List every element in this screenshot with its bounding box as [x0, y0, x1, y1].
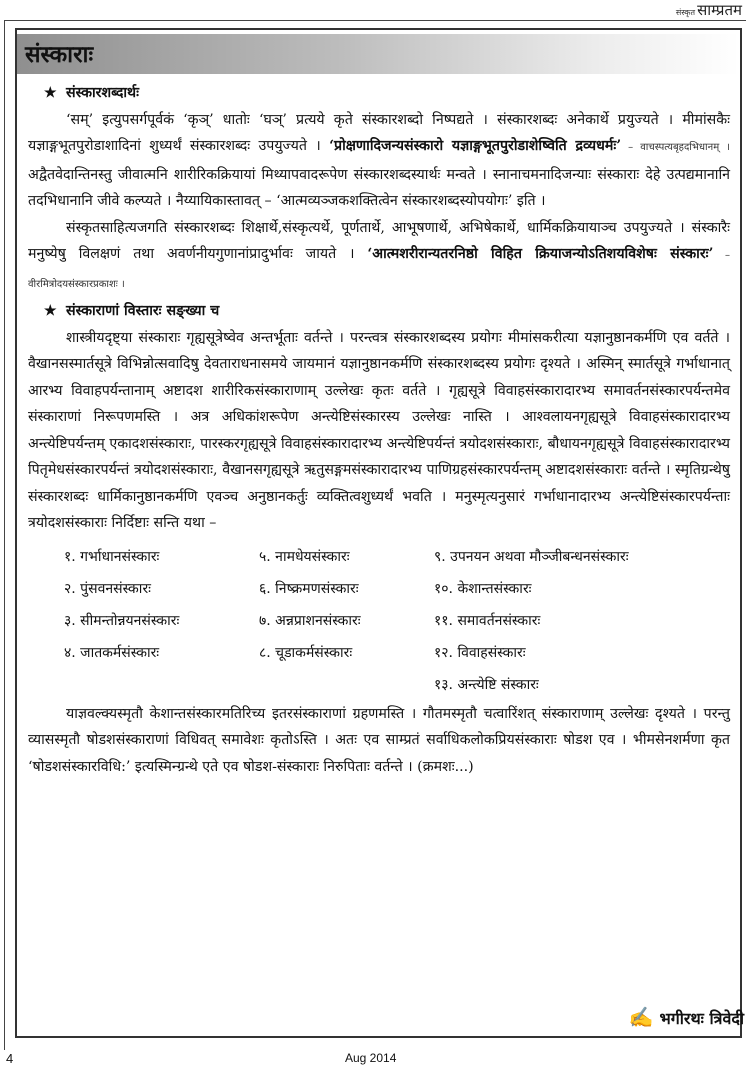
list-item: ९. उपनयन अथवा मौञ्जीबन्धनसंस्कारः	[434, 548, 629, 565]
list-item: ६. निष्क्रमणसंस्कारः	[259, 580, 359, 597]
masthead	[676, 0, 742, 20]
section-heading	[28, 298, 730, 325]
list-item	[64, 673, 259, 697]
list-item: ५. नामधेयसंस्कारः	[259, 548, 350, 565]
masthead-title: साम्प्रतम	[697, 1, 742, 19]
list-item: ४. जातकर्मसंस्कारः	[64, 644, 160, 661]
list-item: १३. अन्त्येष्टि संस्कारः	[434, 676, 539, 693]
list-item: ८. चूडाकर्मसंस्कारः	[259, 644, 353, 661]
quote-bold: ‘प्रोक्षणादिजन्यसंस्कारो यज्ञाङ्गभूतपुरोडाशेष्विति द्रव्यधर्मः’	[329, 138, 622, 154]
list-item: ११. समावर्तनसंस्कारः	[434, 612, 541, 629]
author-name: भगीरथः त्रिवेदी	[659, 1009, 744, 1028]
title-bar	[17, 34, 739, 74]
list-item	[259, 673, 434, 697]
citation: – वीरमित्रोदयसंस्कारप्रकाशः ।	[28, 250, 730, 290]
paragraph-text: संस्कृतसाहित्यजगति संस्कारशब्दः शिक्षार्थे,संस्कृत्यर्थे, पूर्णतार्थे, आभूषणार्थे, अभिषेकार्थे, धार्मिकक्रियायाञ्च उपयुज्यते । संस्कारैः मनुष्येषु विलक्षणं तथा अवर्णनीयगुणानांप्रादुर्भावः जायते ।	[28, 219, 730, 262]
sanskara-list	[64, 545, 730, 697]
quote-bold: ‘आत्मशरीरान्यतरनिष्ठो विहित क्रियाजन्योऽतिशयविशेषः संस्कारः’	[367, 246, 714, 262]
list-item: १०. केशान्तसंस्कारः	[434, 580, 532, 597]
signature	[629, 1005, 744, 1029]
paragraph-text: शास्त्रीयदृष्ट्या संस्काराः गृह्यसूत्रेष्वेव अन्तर्भूताः वर्तन्ते । परन्त्वत्र संस्कारशब्दस्य प्रयोगः मीमांसकरीत्या यज्ञानुष्ठानकर्मणि एव वर्तते । वैखानसस्मार्तसूत्रे विभिन्नोत्सवादिषु देवताराधनासमये जायमानं यज्ञानुष्ठानकर्मणि संस्कारशब्दस्य प्रयोगः दृश्यते । अस्मिन् स्मार्तसूत्रे गर्भाधानात् आरभ्य विवाहपर्यन्तानाम् अष्टादश शारीरिकसंस्काराणाम् उल्लेखः कृतः वर्तते । गृह्यसूत्रे विवाहसंस्कारादारभ्य समावर्तनसंस्कारपर्यन्तमेव संस्काराणां निरूपणमस्ति । अत्र अधिकांशरूपेण अन्त्येष्टिसंस्कारस्य उल्लेखः नास्ति । आश्वलायनगृह्यसूत्रे विवाहसंस्कारादारभ्य अन्त्येष्टिपर्यन्तम् एकादशसंस्काराः, पारस्करगृह्यसूत्रे विवाहसंस्कारादारभ्य अन्त्येष्टिपर्यन्तं त्रयोदशसंस्काराः, बौधायनगृह्यसूत्रे विवाहसंस्कारादारभ्य पितृमेधसंस्कारपर्यन्तं त्रयोदशसंस्काराः, वैखानसगृह्यसूत्रे ऋतुसङ्गमसंस्कारादारभ्य पाणिग्रहसंस्कारपर्यन्तम् अष्टादशसंस्काराः वर्तन्ते । स्मृतिग्रन्थेषु संस्कारशब्दः धार्मिकानुष्ठानकर्मणि एवञ्च अनुष्ठानकर्तुः व्यक्तित्वशुध्यर्थं भवति । मनुस्मृत्यनुसारं गर्भाधानादारभ्य अन्त्येष्टिसंस्कारपर्यन्ताः त्रयोदशसंस्काराः निर्दिष्टाः सन्ति यथा –	[28, 329, 730, 531]
list-item: १२. विवाहसंस्कारः	[434, 644, 526, 661]
pen-icon: ✍	[628, 1005, 654, 1029]
star-icon: ★	[44, 85, 57, 101]
section-heading	[28, 80, 730, 107]
star-icon: ★	[44, 303, 57, 319]
page-number: 4	[6, 1051, 14, 1066]
list-item: १. गर्भाधानसंस्कारः	[64, 548, 160, 565]
citation: – वाचस्पत्यबृहदभिधानम् ।	[621, 142, 730, 153]
paragraph	[28, 215, 730, 299]
paragraph-text: ‘सम्’ इत्युपसर्गपूर्वकं ‘कृञ्’ धातोः ‘घञ्’ प्रत्यये कृते संस्कारशब्दो निष्पद्यते । संस्कारशब्दः अनेकार्थे प्रयुज्यते । मीमांसकैः यज्ञाङ्गभूतपुरोडाशादिनां शुध्यर्थं संस्कारशब्दः उपयुज्यते ।	[28, 111, 730, 154]
closing-paragraph: याज्ञवल्क्यस्मृतौ केशान्तसंस्कारमतिरिच्य इतरसंस्काराणां ग्रहणमस्ति । गौतमस्मृतौ चत्वारिंशत् संस्काराणाम् उल्लेखः दृश्यते । परन्तु व्यासस्मृतौ षोडशसंस्काराणां विधिवत् समावेशः कृतोऽस्ति । अतः एव साम्प्रतं सर्वाधिकलोकप्रियसंस्काराः षोडश एव । भीमसेनशर्मणा कृत ‘षोडशसंस्कारविधि:’ इत्यस्मिन्ग्रन्थे एते एव षोडश-संस्काराः निरुपिताः वर्तन्ते । (क्रमशः...)	[28, 705, 730, 775]
masthead-small: संस्कृत	[675, 8, 696, 17]
paragraph	[28, 107, 730, 215]
list-item: २. पुंसवनसंस्कारः	[64, 580, 151, 597]
article-title: संस्काराः	[25, 41, 94, 68]
section-heading-text: संस्काराणां विस्तारः सङ्ख्या च	[66, 303, 220, 319]
paragraph-text: अद्वैतवेदान्तिनस्तु जीवात्मनि शारीरिकक्रियायां मिथ्यापवादरूपेण संस्कारशब्दस्यार्थः मन्वते । स्नानाचमनादिजन्याः संस्काराः देहे उत्पद्यमानानि तदभिधानानि जीवे कल्प्यते । नैय्यायिकास्तावत् – ‘आत्मव्यञ्जकशक्तित्वेन संस्कारशब्दस्योपयोगः’ इति ।	[28, 166, 730, 209]
section-heading-text: संस्कारशब्दार्थः	[66, 85, 139, 101]
issue-date: Aug 2014	[345, 1051, 397, 1065]
list-item: ७. अन्नप्राशनसंस्कारः	[259, 612, 361, 629]
article-body	[28, 80, 730, 780]
list-item: ३. सीमन्तोन्नयनसंस्कारः	[64, 612, 180, 629]
paragraph	[28, 325, 730, 537]
